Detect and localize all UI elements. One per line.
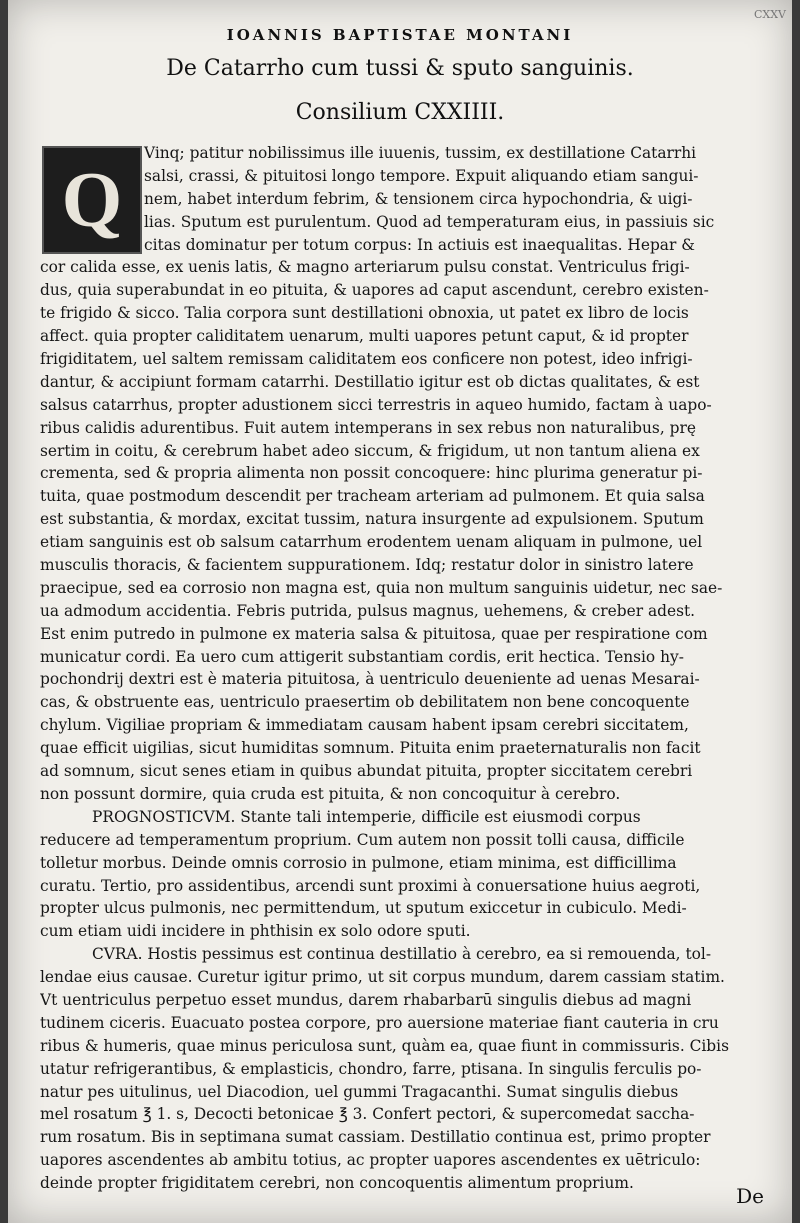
text-line: Vt uentriculus perpetuo esset mundus, darem rhabarbarū singulis diebus ad magni xyxy=(40,990,692,1009)
text-line: quae efficit uigilias, sicut humiditas somnum. Pituita enim praeternaturalis non facit xyxy=(40,739,701,758)
text-line: lias. Sputum est purulentum. Quod ad temperaturam eius, in passiuis sic xyxy=(144,212,715,231)
book-page xyxy=(8,0,792,1223)
text-line: mel rosatum ℥ 1. s, Decocti betonicae ℥ 3. Confert pectori, & supercomedat saccha- xyxy=(40,1105,695,1124)
text-line: dus, quia superabundat in eo pituita, & uapores ad caput ascendunt, cerebro existen- xyxy=(40,281,709,300)
catchword: De xyxy=(736,1184,764,1208)
text-line: lendae eius causae. Curetur igitur primo, ut sit corpus mundum, darem cassiam statim. xyxy=(40,968,725,987)
text-line: salsi, crassi, & pituitosi longo tempore. Expuit aliquando etiam sangui- xyxy=(144,166,699,185)
text-line: praecipue, sed ea corrosio non magna est, quia non multum sanguinis uidetur, nec sae- xyxy=(40,578,723,597)
text-line: municatur cordi. Ea uero cum attigerit substantiam cordis, erit hectica. Tensio hy- xyxy=(40,647,684,666)
text-line: propter ulcus pulmonis, nec permittendum, ut sputum exiccetur in cubiculo. Medi- xyxy=(40,899,687,918)
text-line: crementa, sed & propria alimenta non possit concoquere: hinc plurima generatur pi- xyxy=(40,464,703,483)
text-line: natur pes uitulinus, uel Diacodion, uel gummi Tragacanthi. Sumat singulis diebus xyxy=(40,1082,679,1101)
ornamental-initial-icon xyxy=(42,146,142,254)
text-line: ad somnum, sicut senes etiam in quibus abundat pituita, propter siccitatem cerebri xyxy=(40,762,693,781)
text-line: musculis thoracis, & facientem suppurationem. Idq; restatur dolor in sinistro latere xyxy=(40,556,694,575)
text-line: chylum. Vigiliae propriam & immediatam causam habent ipsam cerebri siccitatem, xyxy=(40,716,689,735)
consilium-heading: Consilium CXXIIII. xyxy=(295,100,505,125)
text-line: PROGNOSTICVM. Stante tali intemperie, difficile est eiusmodi corpus xyxy=(92,807,641,826)
text-line: citas dominatur per totum corpus: In actiuis est inaequalitas. Hepar & xyxy=(144,235,695,254)
text-line: deinde propter frigiditatem cerebri, non concoquentis alimentum proprium. xyxy=(40,1174,634,1193)
running-head: IOANNIS BAPTISTAE MONTANI xyxy=(226,26,574,44)
text-line: utatur refrigerantibus, & emplasticis, chondro, farre, ptisana. In singulis ferculis po- xyxy=(40,1059,702,1078)
text-lines xyxy=(40,142,780,1195)
body-text xyxy=(40,142,780,1195)
text-line: rum rosatum. Bis in septimana sumat cassiam. Destillatio continua est, primo propter xyxy=(40,1128,711,1147)
text-line: non possunt dormire, quia cruda est pituita, & non concoquitur à cerebro. xyxy=(40,784,621,803)
text-line: tuita, quae postmodum descendit per tracheam arteriam ad pulmonem. Et quia salsa xyxy=(40,487,705,506)
text-line: affect. quia propter caliditatem uenarum, multi uapores petunt caput, & id propter xyxy=(40,327,689,346)
text-line: reducere ad temperamentum proprium. Cum autem non possit tolli causa, difficile xyxy=(40,830,685,849)
text-line: sertim in coitu, & cerebrum habet adeo siccum, & frigidum, ut non tantum aliena ex xyxy=(40,441,700,460)
text-line: ribus calidis adurentibus. Fuit autem intemperans in sex rebus non naturalibus, prę xyxy=(40,418,696,437)
text-line: curatu. Tertio, pro assidentibus, arcendi sunt proximi à conuersatione huius aegroti, xyxy=(40,876,701,895)
text-line: dantur, & accipiunt formam catarrhi. Destillatio igitur est ob dictas qualitates, & est xyxy=(40,372,700,391)
text-line: CVRA. Hostis pessimus est continua destillatio à cerebro, ea si remouenda, tol- xyxy=(92,945,712,964)
text-line: salsus catarrhus, propter adustionem sicci terrestris in aqueo humido, factam à uapo- xyxy=(40,395,712,414)
text-line: est substantia, & mordax, excitat tussim, natura insurgente ad expulsionem. Sputum xyxy=(40,510,704,529)
text-line: ua admodum accidentia. Febris putrida, pulsus magnus, uehemens, & creber adest. xyxy=(40,601,696,620)
chapter-title: De Catarrho cum tussi & sputo sanguinis. xyxy=(166,56,634,81)
dropcap-letter: Q xyxy=(61,156,123,243)
text-line: frigiditatem, uel saltem remissam caliditatem eos conficere non potest, ideo infrigi- xyxy=(40,350,693,369)
text-line: nem, habet interdum febrim, & tensionem circa hypochondria, & uigi- xyxy=(144,189,693,208)
text-line: cor calida esse, ex uenis latis, & magno arteriarum pulsu constat. Ventriculus frigi- xyxy=(40,258,690,277)
text-line: pochondrij dextri est è materia pituitosa, à uentriculo deueniente ad uenas Mesarai- xyxy=(40,670,700,689)
text-line: cas, & obstruente eas, uentriculo praesertim ob debilitatem non bene concoquente xyxy=(40,693,690,712)
text-line: etiam sanguinis est ob salsum catarrhum erodentem uenam aliquam in pulmone, uel xyxy=(40,533,703,552)
text-line: Vinq; patitur nobilissimus ille iuuenis, tussim, ex destillatione Catarrhi xyxy=(144,144,697,162)
text-line: ribus & humeris, quae minus periculosa sunt, quàm ea, quae fiunt in commissuris. Cibis xyxy=(40,1036,729,1055)
text-line: Est enim putredo in pulmone ex materia salsa & pituitosa, quae per respiratione com xyxy=(40,624,708,643)
text-line: tudinem ciceris. Euacuato postea corpore, pro auersione materiae fiant cauteria in cru xyxy=(40,1013,719,1032)
text-line: uapores ascendentes ab ambitu totius, ac propter uapores ascendentes ex uētriculo: xyxy=(40,1151,701,1170)
text-line: tolletur morbus. Deinde omnis corrosio in pulmone, etiam minima, est difficillima xyxy=(40,853,677,872)
text-line: cum etiam uidi incidere in phthisin ex solo odore sputi. xyxy=(40,922,471,941)
text-line: te frigido & sicco. Talia corpora sunt destillationi obnoxia, ut patet ex libro de locis xyxy=(40,304,689,323)
folio-number: CXXV xyxy=(753,8,786,21)
